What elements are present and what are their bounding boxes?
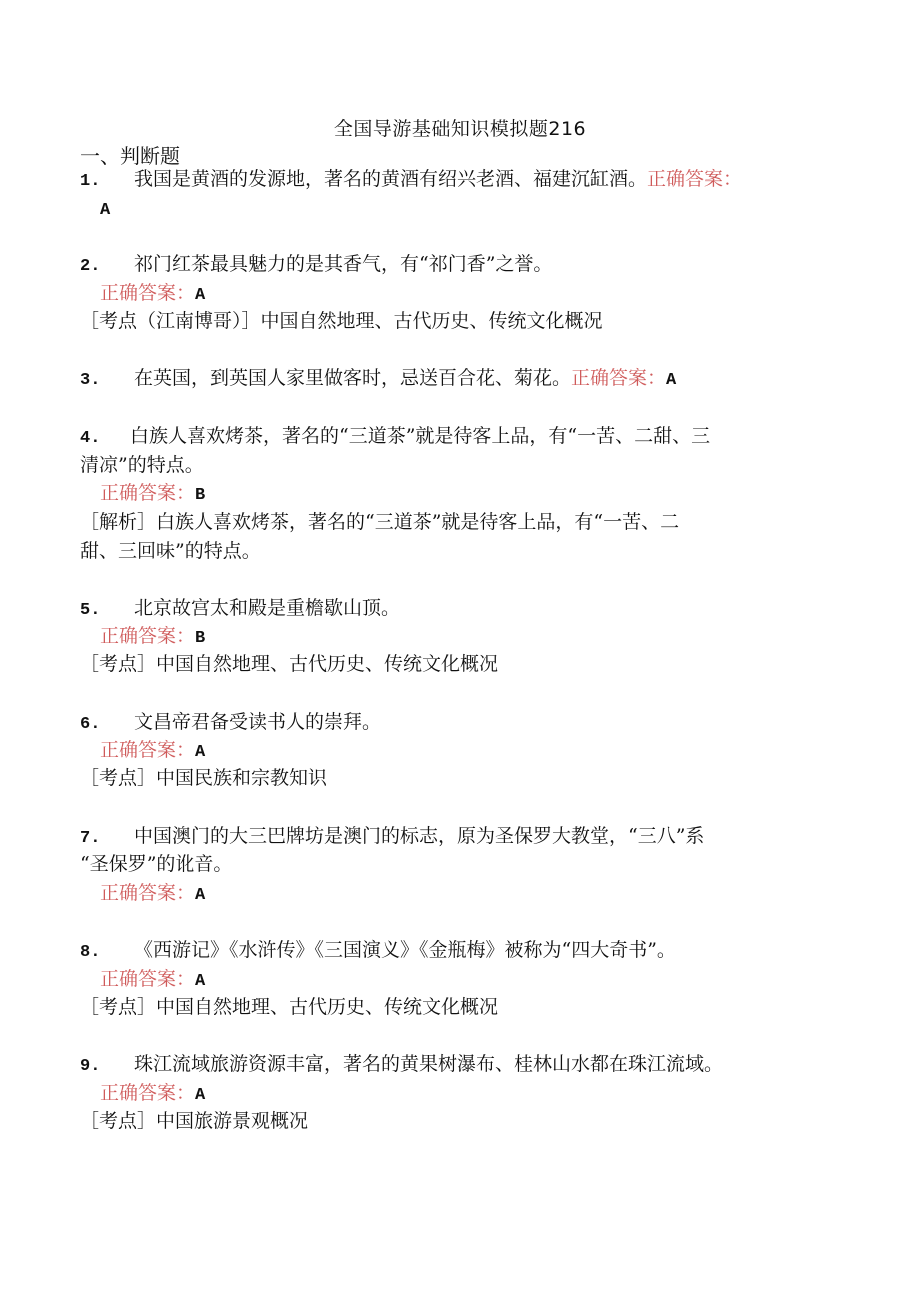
answer-value: A [666,371,677,390]
answer-value: A [195,743,206,762]
question-text: 白族人喜欢烤茶，著名的“三道茶”就是待客上品，有“一苦、二甜、三 [130,425,711,447]
page-title: 全国导游基础知识模拟题216 [333,118,587,140]
question-note: ［考点］中国民族和宗教知识 [80,767,328,789]
question-note: ［解析］白族人喜欢烤茶，著名的“三道茶”就是待客上品，有“一苦、二 [80,511,680,533]
question-number: 1. [80,172,101,191]
question-3 [80,364,676,395]
question-text: 珠江流域旅游资源丰富，著名的黄果树瀑布、桂林山水都在珠江流域。 [134,1053,724,1075]
question-9 [80,1050,723,1081]
question-text: 祁门红茶最具魅力的是其香气，有“祁门香”之誉。 [134,253,553,275]
question-text-continued: 清凉”的特点。 [80,454,204,476]
question-1 [80,165,742,196]
question-text: 北京故宫太和殿是重檐歇山顶。 [134,597,401,619]
question-6 [80,708,381,739]
answer-label: 正确答案： [100,1082,196,1104]
answer-row [100,479,205,510]
question-number: 7. [80,829,101,848]
answer-row [100,622,205,653]
section-heading: 一、判断题 [80,144,180,168]
question-number: 8. [80,943,101,962]
answer-label: 正确答案： [100,282,196,304]
answer-label: 正确答案： [100,482,196,504]
answer-row [100,965,205,996]
question-number: 6. [80,715,101,734]
question-2 [80,250,552,281]
answer-value: A [100,201,111,220]
answer-value: A [195,972,206,991]
question-number: 3. [80,371,101,390]
answer-label: 正确答案： [100,882,196,904]
question-note: ［考点（江南博哥）］中国自然地理、古代历史、传统文化概况 [80,310,603,332]
question-5 [80,594,400,625]
question-note-continued: 甜、三回味”的特点。 [80,540,261,562]
answer-label: 正确答案： [100,739,196,761]
question-number: 5. [80,601,101,620]
answer-value: A [195,886,206,905]
answer-label: 正确答案： [100,625,196,647]
question-note: ［考点］中国自然地理、古代历史、传统文化概况 [80,996,499,1018]
question-4 [80,422,710,453]
question-text: 我国是黄酒的发源地，著名的黄酒有绍兴老酒、福建沉缸酒。 [134,168,648,190]
answer-row [100,1079,205,1110]
answer-row [100,879,205,910]
answer-value: A [195,286,206,305]
question-number: 2. [80,257,101,276]
question-8 [80,936,676,967]
question-text: 在英国，到英国人家里做客时，忌送百合花、菊花。 [134,367,572,389]
question-note: ［考点］中国自然地理、古代历史、传统文化概况 [80,653,499,675]
question-text: 文昌帝君备受读书人的崇拜。 [134,711,382,733]
question-7 [80,822,704,853]
answer-value: A [195,1086,206,1105]
question-text: 中国澳门的大三巴牌坊是澳门的标志，原为圣保罗大教堂，“三八”系 [134,825,705,847]
answer-value: B [195,629,206,648]
answer-value: B [195,486,206,505]
question-text: 《西游记》《水浒传》《三国演义》《金瓶梅》被称为“四大奇书”。 [134,939,676,961]
answer-label: 正确答案： [100,968,196,990]
answer-label: 正确答案： [647,168,743,190]
answer-row [100,279,205,310]
answer-label: 正确答案： [571,367,667,389]
question-text-continued: “圣保罗”的讹音。 [80,853,233,875]
question-number: 4. [80,429,101,448]
answer-row [100,736,205,767]
answer-row [100,194,110,225]
question-note: ［考点］中国旅游景观概况 [80,1110,309,1132]
question-number: 9. [80,1057,101,1076]
